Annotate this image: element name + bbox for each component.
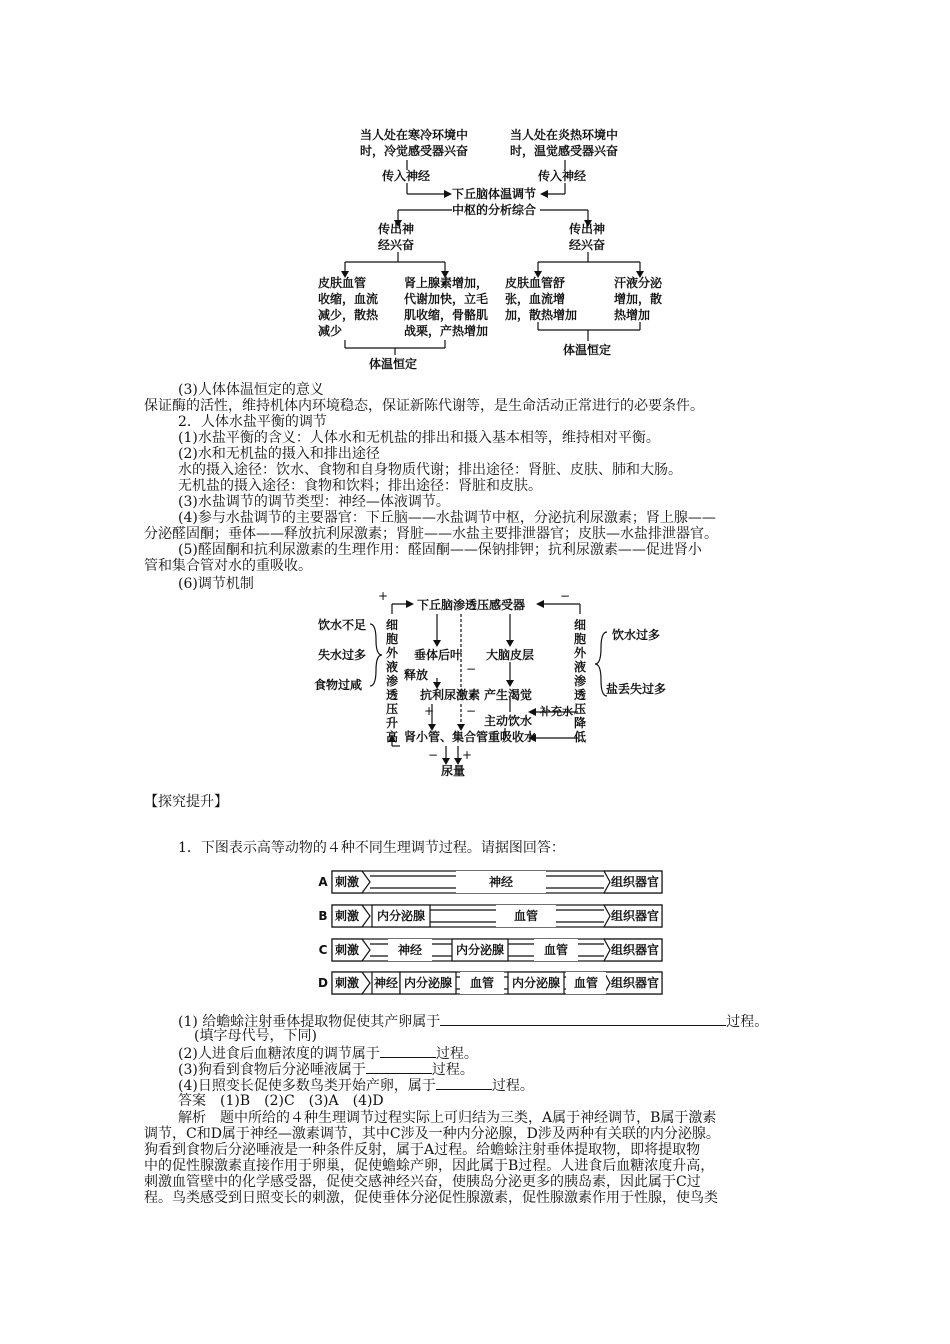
sign-plus-adh: + — [424, 704, 435, 718]
bar-target-organ: 组织器官 — [610, 875, 659, 889]
osmotic-pressure-decrease-label: 细胞外液渗透压降低 — [574, 618, 587, 744]
cold-gland-line-3: 肌收缩，骨骼肌 — [404, 308, 489, 322]
question-intro: 1．下图表示高等动物的４种不同生理调节过程。请据图回答： — [178, 840, 565, 856]
bar-stimulus: 刺激 — [334, 875, 359, 889]
osmoreceptor-label: 下丘脑渗透压感受器 — [417, 598, 526, 612]
cold-skin-line-4: 减少 — [318, 324, 343, 338]
answer-blank-1[interactable] — [440, 1012, 726, 1026]
analysis-line: 中的促性腺激素直接作用于卵巢，促使蟾蜍产卵，因此属于B过程。人进食后血糖浓度升高， — [144, 1158, 715, 1174]
thirst-label: 产生渴觉 — [484, 688, 533, 702]
bar-nerve: 神经 — [456, 871, 546, 893]
question-3-suffix: 过程。 — [431, 1062, 474, 1078]
paragraph-line: 无机盐的摄入途径：食物和饮料；排出途径：肾脏和皮肤。 — [178, 478, 542, 494]
bar-stimulus: 刺激 — [334, 976, 359, 990]
hot-skin-line-2: 张，血流增 — [505, 292, 566, 306]
process-bar-d — [316, 972, 666, 994]
paragraph-line: 保证酶的活性，维持机体内环境稳态，保证新陈代谢等，是生命活动正常进行的必要条件。 — [144, 398, 704, 414]
cold-trigger-line-2: 时，冷觉感受器兴奋 — [360, 144, 469, 158]
bar-stimulus: 刺激 — [334, 909, 359, 923]
temperature-stable-left: 体温恒定 — [369, 357, 418, 371]
paragraph-line: (4)参与水盐调节的主要器官：下丘脑——水盐调节中枢，分泌抗利尿激素；肾上腺—— — [178, 510, 716, 526]
hypothalamus-center-line-1: 下丘脑体温调节 — [452, 187, 537, 201]
cold-skin-line-3: 减少，散热 — [318, 308, 379, 322]
paragraph-line: (5)醛固酮和抗利尿激素的生理作用：醛固酮——保钠排钾；抗利尿激素——促进肾小 — [178, 542, 702, 558]
sign-plus-urine: + — [462, 748, 473, 762]
analysis-line: 调节，C和D属于神经—激素调节，其中C涉及一种内分泌腺，D涉及两种有关联的内分泌腺。 — [144, 1126, 720, 1142]
afferent-nerve-left: 传入神经 — [382, 169, 431, 183]
efferent-right-line-1: 传出神 — [569, 222, 606, 236]
hot-skin-line-3: 加，散热增加 — [505, 308, 578, 322]
temperature-stable-right: 体温恒定 — [563, 343, 612, 357]
bar-nerve: 神经 — [373, 976, 398, 990]
bar-endocrine-gland: 内分泌腺 — [403, 976, 452, 990]
bar-blood-vessel: 血管 — [534, 939, 578, 961]
bar-nerve: 神经 — [388, 939, 432, 961]
bar-blood-vessel: 血管 — [566, 972, 606, 994]
paragraph-line: (2)水和无机盐的摄入和排出途径 — [178, 446, 380, 462]
hot-sweat-line-3: 热增加 — [614, 308, 651, 322]
hot-skin-line-1: 皮肤血管舒 — [505, 276, 566, 290]
hot-sweat-line-2: 增加，散 — [614, 292, 663, 306]
sign-minus-pituitary: − — [466, 662, 477, 676]
question-4-text: (4)日照变长促使多数鸟类开始产卵，属于 — [178, 1078, 436, 1094]
active-drinking: 主动饮水 — [484, 714, 533, 728]
paragraph-line: (1)水盐平衡的含义：人体水和无机盐的排出和摄入基本相等，维持相对平衡。 — [178, 430, 660, 446]
cold-gland-line-1: 肾上腺素增加， — [404, 276, 489, 290]
bar-target-organ: 组织器官 — [610, 909, 659, 923]
analysis-line: 程。鸟类感受到日照变长的刺激，促使垂体分泌促性腺激素，促性腺激素作用于性腺，使鸟类 — [144, 1190, 718, 1206]
efferent-right-line-2: 经兴奋 — [569, 238, 606, 252]
cold-gland-line-2: 代谢加快，立毛 — [404, 292, 489, 306]
bar-target-organ: 组织器官 — [610, 943, 659, 957]
cause-salty-food: 食物过咸 — [314, 678, 363, 692]
bar-endocrine-gland: 内分泌腺 — [511, 976, 560, 990]
paragraph-line: 分泌醛固酮；垂体——释放抗利尿激素；肾脏——水盐主要排泄器官；皮肤—水盐排泄器官。 — [144, 526, 718, 542]
sign-minus-urine: − — [428, 748, 439, 762]
answer-line: 答案 (1)B (2)C (3)A (4)D — [178, 1093, 384, 1109]
bar-letter: C — [318, 943, 328, 957]
hot-trigger-line-1: 当人处在炎热环境中 — [510, 128, 619, 142]
bar-target-organ: 组织器官 — [610, 976, 659, 990]
explore-heading: 【探究提升】 — [144, 794, 228, 810]
analysis-line: 刺激血管壁中的化学感受器，促使交感神经兴奋，使胰岛分泌更多的胰岛素，因此属于C过 — [144, 1174, 701, 1190]
sign-minus-adh: − — [466, 704, 477, 718]
process-bar-c — [316, 939, 666, 961]
afferent-nerve-right: 传入神经 — [538, 169, 587, 183]
cause-drink-excess: 饮水过多 — [612, 628, 661, 642]
analysis-line: 狗看到食物后分泌唾液是一种条件反射，属于A过程。给蟾蜍注射垂体提取物，即将提取物 — [144, 1142, 701, 1158]
answer-blank-3[interactable] — [366, 1060, 432, 1074]
cause-salt-loss: 盐丢失过多 — [606, 682, 667, 696]
bar-stimulus: 刺激 — [334, 943, 359, 957]
paragraph-line: (6)调节机制 — [178, 576, 254, 592]
cause-drink-insufficient: 饮水不足 — [318, 618, 367, 632]
urine-volume: 尿量 — [441, 764, 466, 778]
question-3-text: (3)狗看到食物后分泌唾液属于 — [178, 1062, 366, 1078]
cold-skin-line-2: 收缩，血流 — [318, 292, 379, 306]
paragraph-line: 水的摄入途径：饮水、食物和自身物质代谢；排出途径：肾脏、皮肤、肺和大肠。 — [178, 462, 682, 478]
question-2-text: (2)人进食后血糖浓度的调节属于 — [178, 1046, 380, 1062]
hypothalamus-center-line-2: 中枢的分析综合 — [452, 203, 537, 217]
question-1-note: (填字母代号，下同) — [194, 1028, 317, 1044]
question-1-suffix: 过程。 — [726, 1014, 769, 1030]
process-bar-b — [316, 905, 666, 927]
water-supplement: 补充水 — [540, 705, 573, 718]
bar-blood-vessel: 血管 — [496, 905, 556, 927]
process-bar-a — [316, 871, 666, 893]
question-4-suffix: 过程。 — [491, 1078, 534, 1094]
posterior-pituitary: 垂体后叶 — [414, 648, 463, 662]
hot-sweat-line-1: 汗液分泌 — [614, 276, 663, 290]
efferent-left-line-1: 传出神 — [378, 222, 415, 236]
section-heading: 2．人体水盐平衡的调节 — [178, 414, 327, 430]
cold-gland-line-4: 战栗，产热增加 — [404, 324, 489, 338]
paragraph-line: 管和集合管对水的重吸收。 — [144, 558, 312, 574]
bar-letter: B — [318, 909, 328, 923]
cause-water-loss: 失水过多 — [318, 648, 367, 662]
answer-blank-2[interactable] — [380, 1044, 436, 1058]
question-1-text: (1) 给蟾蜍注射垂体提取物促使其产卵属于 — [178, 1014, 441, 1030]
sign-minus-top-right: − — [560, 589, 571, 603]
kidney-reabsorption: 肾小管、集合管重吸收水 — [404, 730, 537, 744]
bar-endocrine-gland: 内分泌腺 — [376, 909, 425, 923]
question-2-suffix: 过程。 — [435, 1046, 478, 1062]
cold-skin-line-1: 皮肤血管 — [318, 276, 367, 290]
efferent-left-line-2: 经兴奋 — [378, 238, 415, 252]
paragraph-line: (3)水盐调节的调节类型：神经—体液调节。 — [178, 494, 450, 510]
bar-letter: A — [318, 875, 328, 889]
analysis-line: 解析 题中所给的４种生理调节过程实际上可归结为三类，A属于神经调节，B属于激素 — [178, 1110, 717, 1126]
answer-blank-4[interactable] — [436, 1076, 492, 1090]
bar-endocrine-gland: 内分泌腺 — [455, 943, 504, 957]
cold-trigger-line-1: 当人处在寒冷环境中 — [360, 128, 469, 142]
osmotic-pressure-increase-label: 细胞外液渗透压升高 — [386, 618, 399, 744]
bar-letter: D — [318, 976, 328, 990]
hot-trigger-line-2: 时，温觉感受器兴奋 — [510, 144, 619, 158]
adh-hormone: 抗利尿激素 — [420, 688, 481, 702]
paragraph-line: (3)人体体温恒定的意义 — [178, 382, 324, 398]
pituitary-release: 释放 — [404, 668, 429, 682]
sign-plus-top-left: + — [378, 589, 389, 603]
bar-blood-vessel: 血管 — [460, 972, 504, 994]
cerebral-cortex: 大脑皮层 — [486, 648, 535, 662]
